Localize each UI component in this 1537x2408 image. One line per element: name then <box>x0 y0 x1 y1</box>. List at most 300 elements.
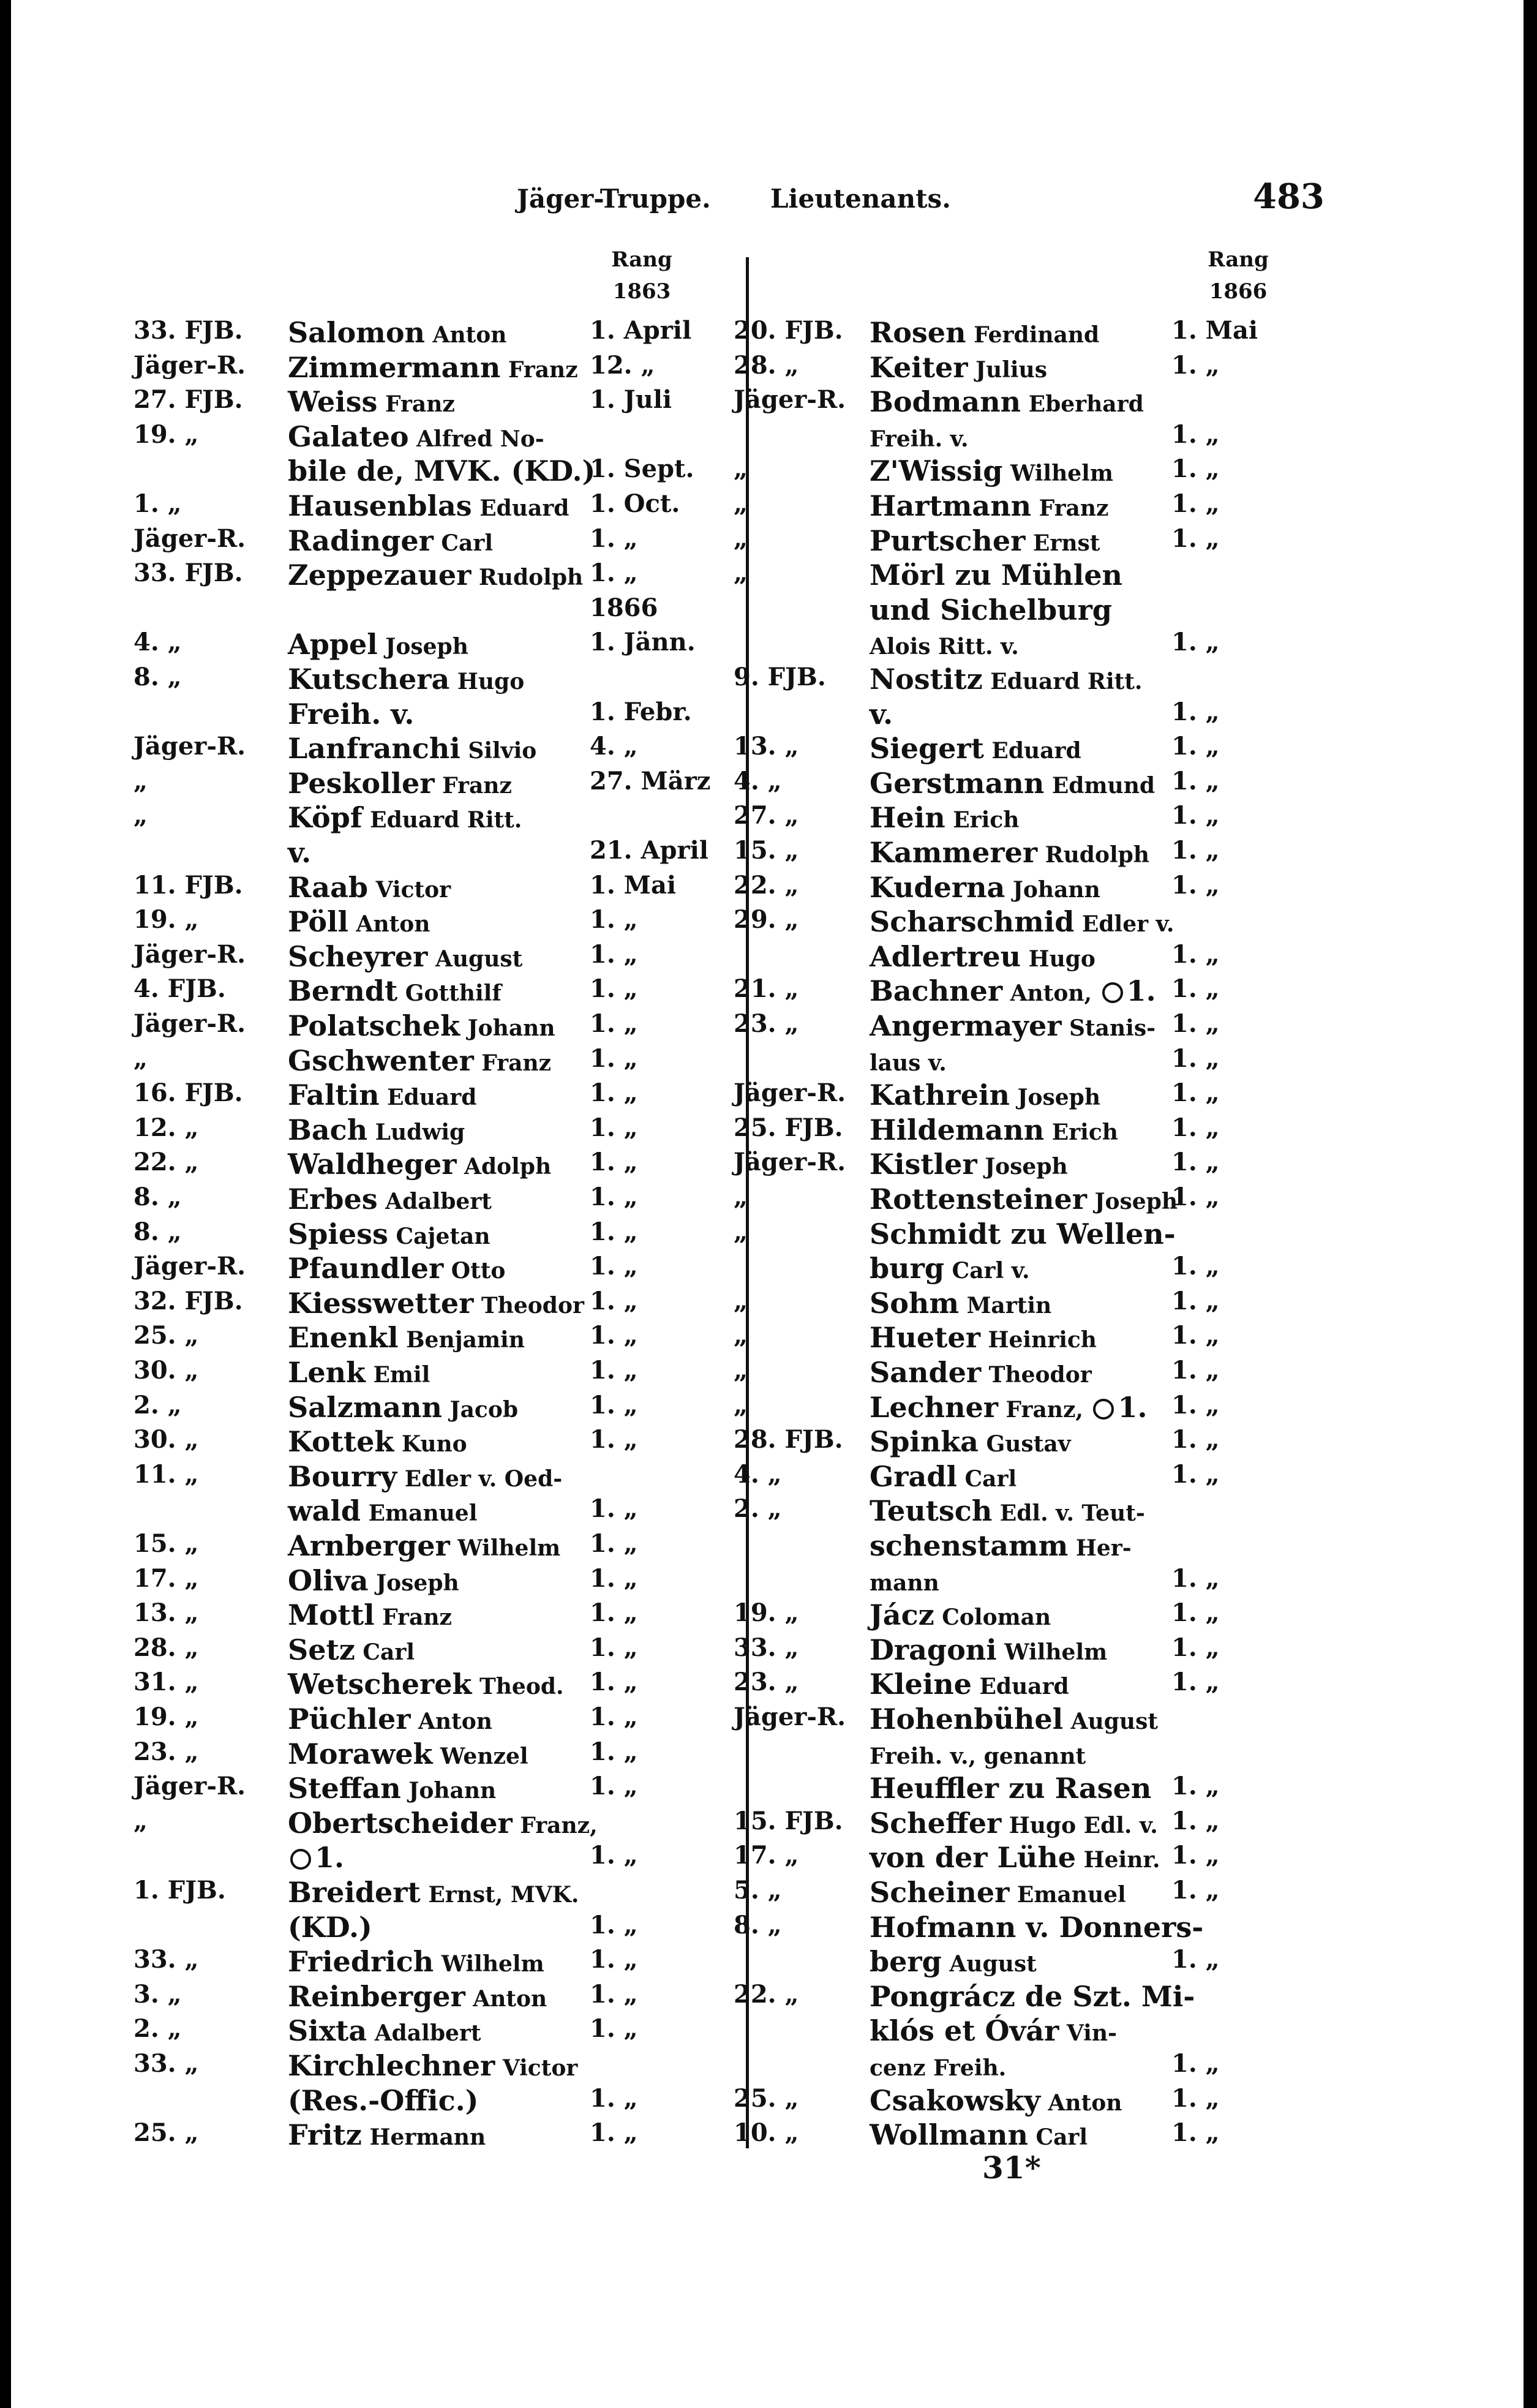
officer-name <box>288 836 311 869</box>
surname: Morawek <box>288 1737 433 1770</box>
rank-date: 1. „ <box>1171 454 1220 484</box>
surname: Fritz <box>288 2118 362 2152</box>
rank-date: 1. „ <box>590 1078 638 1108</box>
surname: Kottek <box>288 1425 394 1459</box>
given-name: Franz <box>500 356 578 383</box>
given-name: Wilhelm <box>1002 461 1113 487</box>
officer-name <box>288 559 583 592</box>
officer-name <box>288 1460 562 1493</box>
rank-date: 1. „ <box>590 1979 638 2009</box>
rank-date: 1. „ <box>1171 1598 1220 1628</box>
officer-name <box>870 1494 1145 1527</box>
officer-name <box>288 1911 372 1944</box>
surname: Mörl zu Mühlen <box>870 559 1122 592</box>
given-name: Gotthilf <box>397 980 502 1007</box>
officer-name <box>870 1356 1092 1389</box>
officer-name <box>288 1841 344 1874</box>
given-name: Benjamin <box>398 1327 525 1353</box>
surname: v. <box>870 697 893 731</box>
surname: Rottensteiner <box>870 1183 1087 1216</box>
given-name: Johann <box>460 1015 555 1041</box>
officer-name <box>288 1980 547 2013</box>
officer-name <box>288 1945 544 1978</box>
given-name: Carl <box>433 530 493 556</box>
officer-name <box>288 1356 430 1389</box>
surname: Adlertreu <box>870 939 1021 973</box>
given-name: Edl. v. Teut- <box>992 1500 1145 1527</box>
given-name: Eduard <box>971 1674 1069 1700</box>
rank-date: 1. „ <box>590 1668 638 1697</box>
rank-date: 1. „ <box>1171 524 1220 553</box>
officer-name <box>870 1078 1100 1112</box>
officer-name <box>870 940 1095 973</box>
surname: Hausenblas <box>288 489 472 522</box>
surname: Purtscher <box>870 524 1026 557</box>
officer-name <box>288 801 522 834</box>
surname: schenstamm <box>870 1529 1069 1562</box>
surname: Peskoller <box>288 766 435 800</box>
given-name: Eduard Ritt. <box>362 807 522 833</box>
officer-name <box>288 2014 481 2047</box>
officer-name <box>288 1009 555 1042</box>
officer-name <box>870 1980 1195 2013</box>
given-name: Joseph <box>377 634 468 660</box>
unit-label: 29. „ <box>734 905 799 935</box>
unit-label: „ <box>734 1183 748 1211</box>
officer-name <box>288 1183 492 1216</box>
officer-name <box>870 1460 1017 1493</box>
rank-date: 1. „ <box>590 1044 638 1073</box>
unit-label: 25. „ <box>133 2118 199 2148</box>
officer-name <box>288 1078 476 1112</box>
given-name: Wilhelm <box>449 1535 561 1561</box>
rank-date: 12. „ <box>590 350 655 380</box>
given-name: Freih. v. <box>870 426 969 452</box>
surname: Kiesswetter <box>288 1286 474 1320</box>
given-name: Eduard <box>379 1085 477 1111</box>
rank-date: 1. „ <box>590 1217 638 1246</box>
rank-date: 1. „ <box>590 1633 638 1662</box>
officer-name <box>870 593 1112 626</box>
unit-label: 10. „ <box>734 2118 799 2148</box>
rank-date: 1. „ <box>1171 766 1220 796</box>
given-name: August <box>427 946 523 972</box>
rank-date: 1. „ <box>590 1183 638 1211</box>
unit-label: 25. „ <box>133 1321 199 1350</box>
rank-date: 1. „ <box>1171 1668 1220 1697</box>
rank-date: 1. „ <box>590 1113 638 1142</box>
unit-label: 13. „ <box>133 1598 199 1628</box>
surname: Jácz <box>870 1598 934 1632</box>
surname: klós et Óvár <box>870 2014 1059 2048</box>
unit-label: 33. „ <box>133 2049 199 2078</box>
officer-name <box>870 732 1081 765</box>
officer-name <box>288 871 451 904</box>
given-name: Heinr. <box>1076 1847 1160 1873</box>
given-name: Hugo <box>1021 946 1095 972</box>
unit-label: 15. „ <box>734 836 799 865</box>
surname: Dragoni <box>870 1633 997 1666</box>
unit-label: „ <box>734 1217 748 1246</box>
officer-name <box>870 1391 1147 1424</box>
rank-date: 1. „ <box>1171 1252 1220 1281</box>
surname: Kammerer <box>870 836 1038 869</box>
officer-name <box>870 1529 1132 1562</box>
rank-date: 1. „ <box>590 1772 638 1801</box>
unit-label: 33. FJB. <box>133 316 243 345</box>
unit-label: „ <box>133 801 148 830</box>
unit-label: 22. „ <box>734 1979 799 2009</box>
unit-label: 19. „ <box>133 1703 199 1731</box>
given-name: Heinrich <box>980 1327 1097 1353</box>
given-name: Wilhelm <box>434 1951 544 1977</box>
surname: Scheiner <box>870 1876 1010 1909</box>
given-name: Wilhelm <box>996 1639 1108 1665</box>
given-name: Ernst <box>1025 530 1100 556</box>
rank-date: 1. „ <box>590 2014 638 2044</box>
unit-label: 28. FJB. <box>734 1425 843 1454</box>
rank-date: 1. „ <box>1171 2118 1220 2148</box>
officer-name <box>870 1911 1203 1944</box>
rank-date: 1. Mai <box>590 870 677 900</box>
rank-date: 1. „ <box>1171 350 1220 380</box>
officer-name <box>870 698 893 731</box>
surname: Angermayer <box>870 1009 1062 1042</box>
unit-label: 20. FJB. <box>734 316 843 345</box>
officer-name <box>870 1148 1068 1181</box>
given-name: mann <box>870 1570 939 1596</box>
rank-date: 1. „ <box>590 1148 638 1177</box>
rank-date: 1. „ <box>1171 2083 1220 2113</box>
surname: Zimmermann <box>288 350 501 384</box>
rank-date: 1. Oct. <box>590 489 680 518</box>
given-name: Franz <box>434 772 512 799</box>
surname: Hueter <box>870 1321 980 1355</box>
rank-date: 1. „ <box>1171 628 1220 657</box>
unit-label: 21. „ <box>734 974 799 1004</box>
given-name: Johann <box>1005 876 1100 903</box>
given-name: Theod. <box>472 1674 564 1700</box>
rank-date: 1. „ <box>1171 836 1220 865</box>
surname: Wollmann <box>870 2118 1028 2152</box>
given-name: Anton <box>465 1985 547 2012</box>
unit-label: „ <box>734 454 748 484</box>
rank-date: 1. „ <box>590 1737 638 1766</box>
given-name: August <box>1063 1709 1158 1734</box>
unit-label: 31. „ <box>133 1668 199 1697</box>
surname: Enenkl <box>288 1321 399 1355</box>
surname: von der Lühe <box>870 1841 1077 1875</box>
surname: Sander <box>870 1356 982 1389</box>
officer-name <box>288 489 569 522</box>
unit-label: Jäger-R. <box>133 732 246 761</box>
surname: Arnberger <box>288 1529 450 1562</box>
unit-label: 33. „ <box>133 1945 199 1974</box>
officer-name <box>870 836 1149 869</box>
rank-date: 1. „ <box>1171 1806 1220 1835</box>
unit-label: 17. „ <box>133 1563 199 1593</box>
given-name: Ernst, MVK. <box>420 1882 579 1908</box>
officer-name <box>870 1772 1151 1805</box>
unit-label: Jäger-R. <box>734 1148 846 1177</box>
given-name: Erich <box>1044 1119 1118 1145</box>
unit-label: 30. „ <box>133 1425 199 1454</box>
given-name: Hugo Edl. v. <box>1001 1812 1158 1838</box>
surname: (Res.-Offic.) <box>288 2083 479 2117</box>
unit-label: 11. „ <box>133 1459 199 1489</box>
surname: Appel <box>288 628 378 661</box>
surname: burg <box>870 1252 945 1285</box>
officer-name <box>288 524 493 557</box>
officer-name <box>870 316 1099 349</box>
given-name: Adalbert <box>377 1189 492 1214</box>
officer-name <box>288 1668 564 1701</box>
given-name: Victor <box>368 876 451 903</box>
given-name: Anton <box>410 1709 492 1734</box>
surname: Keiter <box>870 350 968 384</box>
officer-name <box>870 2014 1117 2047</box>
unit-label: 13. „ <box>734 732 799 761</box>
rank-date: 4. „ <box>590 732 638 761</box>
given-name: Alois Ritt. v. <box>870 634 1019 660</box>
rank-date: 1. „ <box>590 1286 638 1315</box>
unit-label: 8. „ <box>133 663 182 691</box>
surname: Köpf <box>288 801 363 835</box>
rank-date: 21. April <box>590 836 708 865</box>
surname: Steffan <box>288 1772 401 1805</box>
surname: Salomon <box>288 316 425 349</box>
unit-label: „ <box>133 766 148 796</box>
given-name: Adalbert <box>367 2020 481 2047</box>
given-name: Edler v. Oed- <box>397 1465 563 1492</box>
rank-date: 1. „ <box>590 1910 638 1940</box>
officer-name <box>870 1876 1126 1909</box>
unit-label: 28. „ <box>133 1633 199 1662</box>
officer-name <box>870 524 1100 557</box>
officer-name <box>870 1703 1158 1736</box>
rank-date: 1. „ <box>1171 870 1220 900</box>
officer-name <box>870 871 1100 904</box>
unit-label: 12. „ <box>133 1113 199 1142</box>
given-name: Victor <box>495 2055 578 2081</box>
given-name: Franz <box>374 1605 452 1631</box>
officer-name <box>288 1321 525 1354</box>
given-name: Carl v. <box>944 1258 1030 1284</box>
rank-date: 1. „ <box>1171 939 1220 969</box>
surname: Weiss <box>288 385 378 419</box>
given-name: Emanuel <box>1009 1882 1126 1908</box>
surname: Lenk <box>288 1356 366 1389</box>
rank-date: 1. „ <box>590 1252 638 1281</box>
given-name: Eduard <box>472 495 569 521</box>
officer-name <box>288 698 414 731</box>
officer-name <box>288 1252 505 1285</box>
officer-name <box>288 1148 551 1181</box>
unit-label: 17. „ <box>734 1841 799 1870</box>
rank-date: 1. „ <box>1171 1945 1220 1974</box>
surname: Hildemann <box>870 1113 1045 1146</box>
given-name: Hermann <box>361 2124 486 2151</box>
officer-name <box>288 2118 486 2151</box>
given-name: Eduard Ritt. <box>982 669 1143 694</box>
surname: Bach <box>288 1113 368 1146</box>
officer-name <box>288 767 512 800</box>
unit-label: „ <box>734 1356 748 1385</box>
decoration-circle-icon <box>1102 982 1123 1003</box>
given-name: Anton, <box>1002 980 1100 1007</box>
rank-date: 1. „ <box>590 2083 638 2113</box>
given-name: August <box>941 1951 1037 1977</box>
officer-name <box>288 974 502 1007</box>
officer-name <box>870 559 1122 592</box>
unit-label: 1. FJB. <box>133 1876 226 1905</box>
given-name: Joseph <box>368 1570 459 1596</box>
unit-label: Jäger-R. <box>133 1252 246 1281</box>
decoration-circle-icon <box>1093 1399 1114 1420</box>
surname: Bodmann <box>870 385 1021 419</box>
rank-date: 1. „ <box>1171 1563 1220 1593</box>
rank-date: 1. Juli <box>590 385 672 415</box>
given-name: Her- <box>1068 1535 1132 1561</box>
officer-name <box>870 2049 1006 2082</box>
rank-date: 1. „ <box>1171 1841 1220 1870</box>
unit-label: 22. „ <box>133 1148 199 1177</box>
officer-name <box>288 1044 551 1077</box>
rank-date: 1. „ <box>1171 1113 1220 1142</box>
given-name: Carl <box>1028 2124 1088 2151</box>
rank-date: 1. „ <box>1171 1356 1220 1385</box>
unit-label: 33. „ <box>734 1633 799 1662</box>
right-rang-label: Rang <box>1208 247 1269 272</box>
surname: Raab <box>288 870 369 904</box>
unit-label: 11. FJB. <box>133 870 243 900</box>
officer-name <box>870 454 1113 487</box>
officer-name <box>288 1564 459 1597</box>
unit-label: „ <box>133 1044 148 1073</box>
surname: wald <box>288 1494 361 1528</box>
rank-date: 1. „ <box>590 524 638 553</box>
rank-date: 1. „ <box>590 2118 638 2148</box>
given-name: Franz <box>1031 495 1109 521</box>
surname: Breidert <box>288 1876 421 1909</box>
surname: Gerstmann <box>870 766 1045 800</box>
officer-name <box>870 1425 1071 1458</box>
officer-name <box>870 1598 1051 1631</box>
officer-name <box>870 351 1047 384</box>
given-name: Theodor <box>473 1292 584 1319</box>
rank-date: 1. „ <box>590 1321 638 1350</box>
rank-date: 1. „ <box>590 1356 638 1385</box>
surname: Waldheger <box>288 1148 457 1181</box>
signature-mark: 31* <box>982 2150 1041 2186</box>
surname: Pöll <box>288 905 348 939</box>
rank-date: 1. „ <box>1171 1148 1220 1177</box>
rank-date: 1. Sept. <box>590 454 694 484</box>
unit-label: 33. FJB. <box>133 559 243 588</box>
rank-date: 1. „ <box>590 1390 638 1420</box>
officer-name <box>288 1287 584 1320</box>
given-name: Eduard <box>983 738 1081 764</box>
given-name: Hugo <box>449 669 525 694</box>
rank-date: 1. April <box>590 316 692 345</box>
surname: und Sichelburg <box>870 593 1112 626</box>
rank-date: 1. „ <box>590 1494 638 1524</box>
unit-label: 23. „ <box>734 1009 799 1038</box>
rank-date: 1. „ <box>1171 1078 1220 1108</box>
unit-label: „ <box>734 1321 748 1350</box>
rank-date: 1. „ <box>590 1425 638 1454</box>
surname: Pfaundler <box>288 1252 444 1285</box>
unit-label: 19. „ <box>734 1598 799 1628</box>
unit-label: Jäger-R. <box>133 350 246 380</box>
officer-name <box>870 1044 947 1077</box>
surname: berg <box>870 1945 942 1979</box>
unit-label: „ <box>734 489 748 518</box>
surname: Scharschmid <box>870 905 1075 939</box>
rank-date: 1. Jänn. <box>590 628 696 657</box>
surname: Lanfranchi <box>288 732 460 766</box>
surname: Wetscherek <box>288 1668 472 1701</box>
given-name: Otto <box>443 1258 506 1284</box>
given-name: Silvio <box>460 738 537 764</box>
unit-label: 32. FJB. <box>133 1286 243 1315</box>
running-head-center: Lieutenants. <box>770 184 951 214</box>
rank-date: 1. „ <box>1171 732 1220 761</box>
unit-label: 27. FJB. <box>133 385 243 415</box>
given-name: Coloman <box>934 1605 1051 1631</box>
rank-date: 1. „ <box>1171 1321 1220 1350</box>
officer-name <box>870 628 1019 661</box>
surname: Kuderna <box>870 870 1005 904</box>
unit-label: 4. „ <box>734 1459 782 1489</box>
unit-label: „ <box>734 559 748 588</box>
given-name: Jacob <box>442 1396 518 1423</box>
given-name: Franz <box>377 391 455 418</box>
surname: Sixta <box>288 2014 367 2048</box>
surname: Scheffer <box>870 1806 1002 1840</box>
officer-name <box>870 1668 1069 1701</box>
rank-date: 1. Mai <box>1171 316 1258 345</box>
officer-name <box>288 1529 560 1562</box>
officer-name <box>288 2049 577 2082</box>
given-name: Cajetan <box>388 1223 490 1249</box>
unit-label: „ <box>734 1390 748 1420</box>
surname: Kirchlechner <box>288 2049 495 2082</box>
officer-name <box>288 1772 496 1805</box>
officer-name <box>870 2084 1122 2117</box>
left-rang-year: 1863 <box>612 279 671 304</box>
given-name: Emil <box>365 1362 430 1388</box>
given-name: Emanuel <box>361 1500 478 1527</box>
surname: Polatschek <box>288 1009 460 1042</box>
unit-label: 25. FJB. <box>734 1113 843 1142</box>
unit-label: 30. „ <box>133 1356 199 1385</box>
surname: Salzmann <box>288 1390 442 1424</box>
given-name: Julius <box>968 356 1048 383</box>
surname: Bachner <box>870 974 1003 1008</box>
surname: Gschwenter <box>288 1044 474 1077</box>
unit-label: 3. „ <box>133 1979 182 2009</box>
given-name: Ludwig <box>367 1119 465 1145</box>
given-name: Gustav <box>978 1431 1071 1458</box>
unit-label: „ <box>133 1806 148 1835</box>
rank-date: 27. März <box>590 766 711 796</box>
surname: Heuffler zu Rasen <box>870 1772 1152 1805</box>
given-name: Franz, <box>998 1396 1091 1423</box>
officer-name <box>870 1841 1160 1874</box>
officer-name <box>870 1287 1051 1320</box>
unit-label: 22. „ <box>734 870 799 900</box>
